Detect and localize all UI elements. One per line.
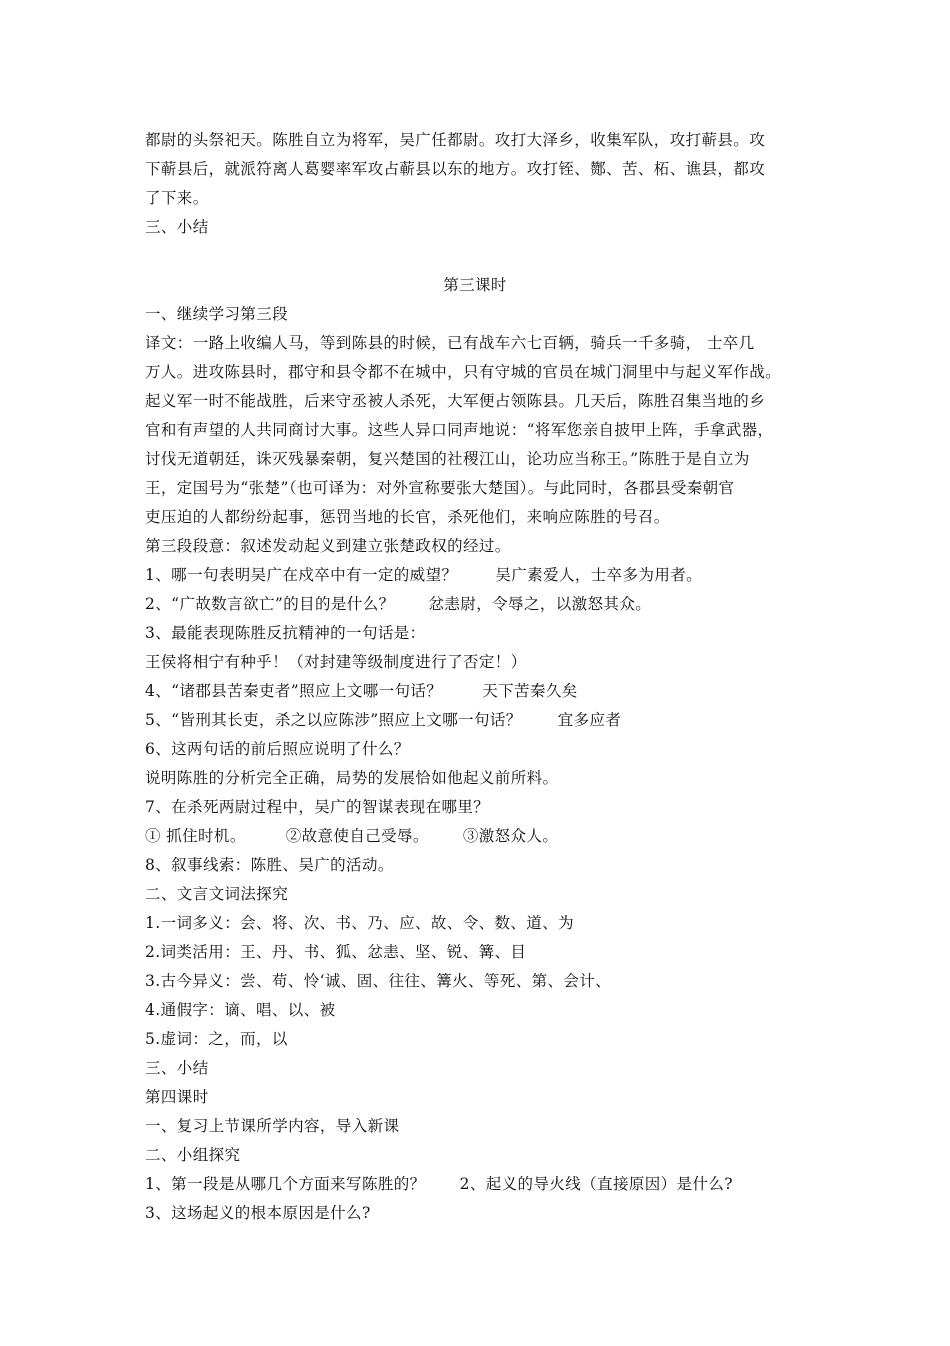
translation-line-6: 王，定国号为“张楚”（也可译为：对外宣称要张大楚国）。与此同时，各郡县受秦朝官 — [145, 479, 735, 497]
lesson4-question-3: 3、这场起义的根本原因是什么? — [145, 1204, 371, 1222]
question-2 — [145, 594, 651, 614]
question-7: 7、在杀死两尉过程中，吴广的智谋表现在哪里？ — [145, 798, 490, 816]
answer-6: 说明陈胜的分析完全正确，局势的发展恰如他起义前所料。 — [145, 769, 559, 787]
translation-line-1: 译文：一路上收编人马，等到陈县的时候，已有战车六七百辆，骑兵一千多骑， 士卒几 — [145, 334, 755, 352]
question-6: 6、这两句话的前后照应说明了什么？ — [145, 740, 410, 758]
question-1 — [145, 565, 702, 585]
section2-heading: 二、文言文词法探究 — [145, 885, 289, 903]
translation-line-7: 吏压迫的人都纷纷起事，惩罚当地的长官，杀死他们，来响应陈胜的号召。 — [145, 508, 670, 526]
summary-heading-2: 三、小结 — [145, 1059, 209, 1077]
grammar-item-4: 4.通假字：谪、唱、以、被 — [145, 1001, 336, 1019]
question-8: 8、叙事线索：陈胜、吴广的活动。 — [145, 856, 394, 874]
answer-5: 宜多应者 — [557, 711, 622, 729]
grammar-item-2: 2.词类活用：王、丹、书、狐、忿恚、坚、锐、篝、目 — [145, 943, 527, 961]
lesson4-section-2: 二、小组探究 — [145, 1146, 241, 1164]
answer-7-item-2: ②故意使自己受辱。 — [285, 827, 429, 845]
paragraph3-meaning: 第三段段意：叙述发动起义到建立张楚政权的经过。 — [145, 537, 511, 555]
intro-line-3: 了下来。 — [145, 189, 209, 207]
translation-line-4: 官和有声望的人共同商讨大事。这些人异口同声地说：“将军您亲自披甲上阵，手拿武器， — [145, 421, 774, 439]
lesson4-title: 第四课时 — [145, 1088, 209, 1106]
translation-line-3: 起义军一时不能战胜，后来守丞被人杀死，大军便占领陈县。几天后，陈胜召集当地的乡 — [145, 392, 766, 410]
translation-line-5: 讨伐无道朝廷，诛灭残暴秦朝，复兴楚国的社稷江山，论功应当称王。”陈胜于是自立为 — [145, 450, 750, 468]
summary-heading-1: 三、小结 — [145, 218, 209, 236]
lesson4-questions-row — [145, 1174, 733, 1194]
question-5-text: 5、“皆刑其长吏，杀之以应陈涉”照应上文哪一句话？ — [145, 711, 522, 729]
intro-line-2: 下蕲县后，就派符离人葛婴率军攻占蕲县以东的地方。攻打铚、酂、苦、柘、谯县，都攻 — [145, 160, 766, 178]
intro-line-1: 都尉的头祭祀天。陈胜自立为将军，吴广任都尉。攻打大泽乡，收集军队，攻打蕲县。攻 — [145, 131, 766, 149]
question-3: 3、最能表现陈胜反抗精神的一句话是： — [145, 624, 426, 642]
section1-heading: 一、继续学习第三段 — [145, 305, 289, 323]
question-1-text: 1、哪一句表明吴广在戍卒中有一定的威望？ — [145, 566, 458, 584]
answer-3: 王侯将相宁有种乎！（对封建等级制度进行了否定！） — [145, 653, 527, 671]
answer-2: 忿恚尉，令辱之，以激怒其众。 — [428, 595, 652, 613]
translation-line-2: 万人。进攻陈县时，郡守和县令都不在城中，只有守城的官员在城门洞里中与起义军作战。 — [145, 363, 782, 381]
answer-1: 吴广素爱人，士卒多为用者。 — [495, 566, 703, 584]
lesson4-section-1: 一、复习上节课所学内容，导入新课 — [145, 1117, 400, 1135]
answer-4: 天下苦秦久矣 — [482, 682, 578, 700]
answer-7-item-3: ③激怒众人。 — [462, 827, 559, 845]
grammar-item-1: 1.一词多义：会、将、次、书、乃、应、故、令、数、道、为 — [145, 914, 574, 932]
question-2-text: 2、“广故数言欲亡”的目的是什么？ — [145, 595, 395, 613]
answer-7 — [145, 826, 558, 846]
question-5 — [145, 710, 621, 730]
lesson4-question-1: 1、第一段是从哪几个方面来写陈胜的？ — [145, 1175, 426, 1193]
question-4-text: 4、“诸郡县苦秦吏者”照应上文哪一句话？ — [145, 682, 443, 700]
grammar-item-5: 5.虚词：之，而，以 — [145, 1030, 288, 1048]
lesson3-title: 第三课时 — [443, 276, 507, 294]
answer-7-item-1: ① 抓住时机。 — [145, 827, 246, 845]
lesson4-question-2: 2、起义的导火线（直接原因）是什么? — [459, 1175, 733, 1193]
grammar-item-3: 3.古今异义：尝、苟、怜‘诚、固、往往、篝火、等死、第、会计、 — [145, 972, 612, 990]
question-4 — [145, 681, 578, 701]
